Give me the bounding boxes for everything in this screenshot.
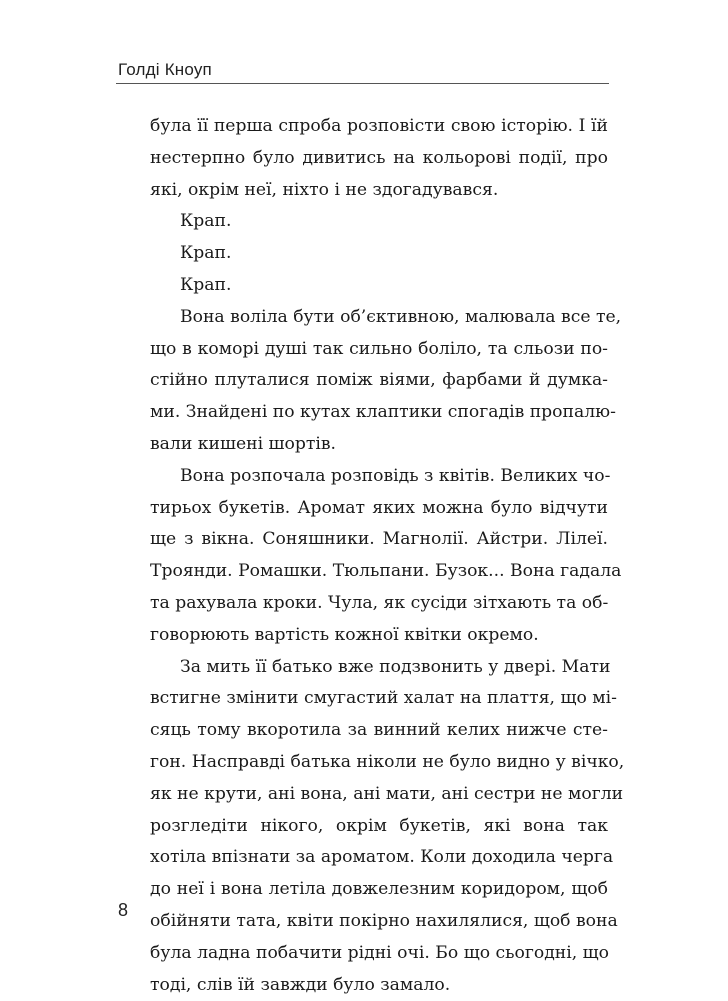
text-line: Крап.	[180, 243, 232, 264]
text-line: тирьох букетів. Аромат яких можна було відчути	[150, 497, 608, 518]
text-line: як не крути, ані вона, ані мати, ані сестри не могли	[150, 783, 624, 804]
text-line: Троянди. Ромашки. Тюльпани. Бузок... Вона гадала	[150, 561, 622, 582]
text-line: обійняти тата, квіти покірно нахилялися, щоб вона	[150, 910, 618, 931]
running-head: Голді Кноуп	[118, 60, 212, 79]
text-line: Крап.	[180, 274, 232, 295]
text-line: вали кишені шортів.	[150, 433, 336, 454]
text-line: нестерпно було дивитись на кольорові події, про	[150, 147, 608, 168]
text-line: тоді, слів їй завжди було замало.	[150, 974, 451, 995]
text-line: Крап.	[180, 211, 232, 232]
text-line: була ладна побачити рідні очі. Бо що сьогодні, що	[150, 942, 609, 963]
header-rule	[116, 83, 609, 84]
text-line: що в коморі душі так сильно боліло, та сльози по-	[150, 338, 608, 359]
text-line: Вона воліла бути об’єктивною, малювала все те,	[180, 306, 622, 327]
text-line: сяць тому вкоротила за винний келих нижче сте-	[150, 720, 608, 741]
text-line: Вона розпочала розповідь з квітів. Великих чо-	[180, 465, 611, 486]
body-text	[150, 111, 625, 1001]
text-line: ще з вікна. Соняшники. Магнолії. Айстри. Лілеї.	[150, 529, 608, 550]
text-line: говорюють вартість кожної квітки окремо.	[150, 624, 539, 645]
text-line: ми. Знайдені по кутах клаптики спогадів пропалю-	[150, 402, 616, 423]
text-line: стійно плуталися поміж віями, фарбами й думка-	[150, 370, 608, 391]
text-line: За мить її батько вже подзвонить у двері. Мати	[180, 656, 611, 677]
page-number: 8	[118, 900, 129, 920]
text-line: та рахувала кроки. Чула, як сусіди зітхають та об-	[150, 592, 609, 613]
text-line: хотіла впізнати за ароматом. Коли доходила черга	[150, 847, 614, 868]
text-line: була її перша спроба розповісти свою історію. І їй	[150, 116, 608, 136]
text-line: гон. Насправді батька ніколи не було видно у вічко,	[150, 751, 625, 772]
text-line: які, окрім неї, ніхто і не здогадувався.	[150, 179, 499, 200]
text-line: встигне змінити смугастий халат на плаття, що мі-	[150, 688, 617, 709]
text-line: до неї і вона летіла довжелезним коридором, щоб	[150, 879, 608, 900]
text-line: розгледіти нікого, окрім букетів, які вона так	[150, 815, 608, 836]
